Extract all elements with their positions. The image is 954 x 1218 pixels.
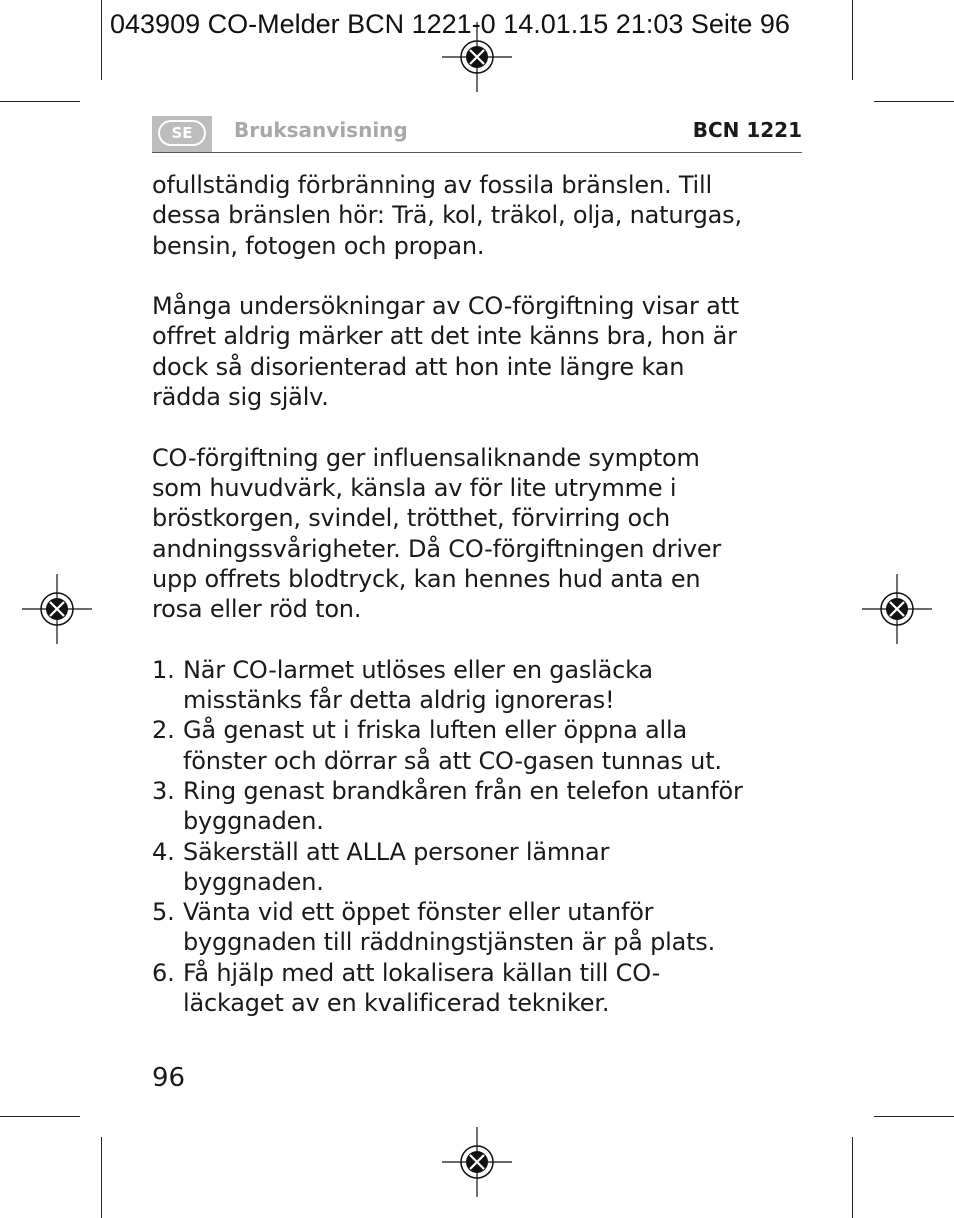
language-badge-label: SE: [158, 120, 206, 146]
crop-mark-top-left-horizontal: [0, 101, 80, 102]
step-text: Gå genast ut i friska luften eller öppna alla fönster och dörrar så att CO-gasen tunnas ut.: [183, 716, 722, 775]
step-text: Vänta vid ett öppet fönster eller utanför byggnaden till räddningstjänsten är på plats.: [183, 898, 716, 957]
crop-mark-top-left-vertical: [101, 0, 102, 80]
step-number: 2.: [152, 716, 175, 745]
paragraph: CO-förgiftning ger influensaliknande symptom som huvudvärk, känsla av för lite utrymme i bröstkorgen, svindel, trötthet, förvirring och andningssvårigheter. Då CO-förgiftningen driver upp offrets blodtryck, kan hennes hud anta en rosa eller röd ton.: [152, 443, 722, 624]
model-number: BCN 1221: [692, 118, 802, 142]
page-content: [152, 170, 802, 1018]
list-item: [152, 776, 802, 837]
registration-mark-icon: [862, 574, 932, 644]
step-number: 6.: [152, 958, 175, 987]
step-number: 5.: [152, 898, 175, 927]
crop-mark-top-right-horizontal: [874, 101, 954, 102]
step-text: Ring genast brandkåren från en telefon utanför byggnaden.: [183, 776, 743, 836]
step-text: Få hjälp med att lokalisera källan till CO- läckaget av en kvalificerad tekniker.: [183, 958, 661, 1018]
step-number: 3.: [152, 776, 175, 805]
step-number: 1.: [152, 655, 175, 684]
registration-mark-icon: [442, 1127, 512, 1197]
list-item: [152, 958, 802, 1019]
crop-mark-top-right-vertical: [852, 0, 853, 80]
language-badge: [152, 116, 212, 152]
crop-mark-bottom-right-vertical: [852, 1137, 853, 1218]
registration-mark-icon: [22, 574, 92, 644]
paragraph: ofullständig förbränning av fossila bränslen. Till dessa bränslen hör: Trä, kol, träkol, olja, naturgas, bensin, fotogen och propan.: [152, 171, 742, 260]
step-text: När CO-larmet utlöses eller en gasläcka misstänks får detta aldrig ignoreras!: [183, 655, 653, 715]
step-number: 4.: [152, 837, 175, 866]
list-item: [152, 655, 802, 716]
list-item: [152, 897, 802, 958]
list-item: [152, 715, 802, 776]
crop-mark-bottom-left-vertical: [101, 1137, 102, 1218]
page-number: 96: [152, 1063, 186, 1093]
step-text: Säkerställ att ALLA personer lämnar byggnaden.: [183, 837, 610, 896]
list-item: [152, 837, 802, 898]
paragraph: Många undersökningar av CO-förgiftning visar att offret aldrig märker att det inte känns bra, hon är dock så disorienterad att hon inte längre kan rädda sig själv.: [152, 292, 739, 412]
instruction-steps: [152, 655, 802, 1019]
registration-mark-icon: [442, 22, 512, 92]
page-header: [152, 114, 802, 153]
crop-mark-bottom-right-horizontal: [874, 1116, 954, 1117]
crop-mark-bottom-left-horizontal: [0, 1116, 80, 1117]
document-type: Bruksanvisning: [234, 118, 408, 142]
print-slug: 043909 CO-Melder BCN 1221-0 14.01.15 21:03 Seite 96: [110, 9, 790, 39]
